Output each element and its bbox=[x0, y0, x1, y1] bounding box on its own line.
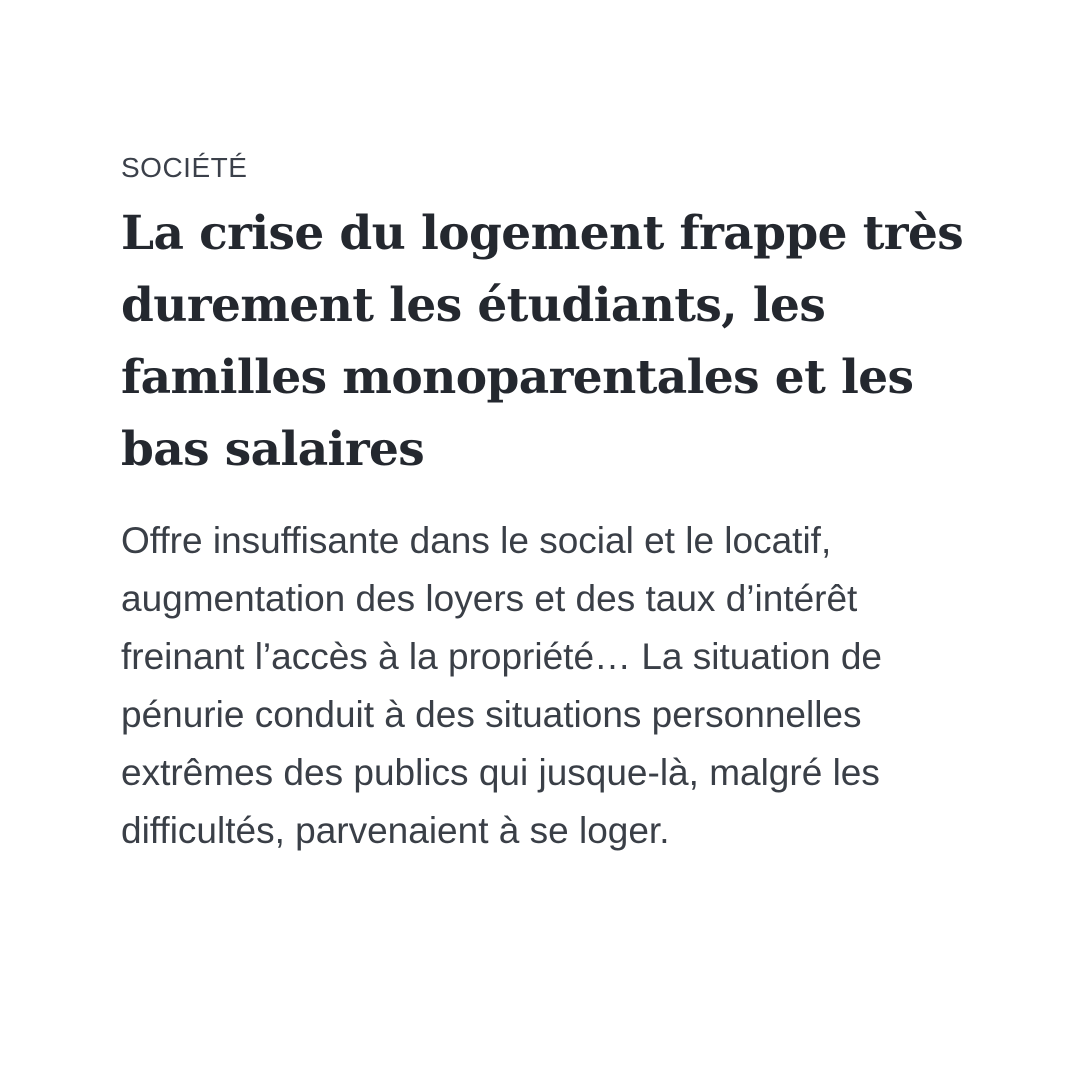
article-summary: Offre insuffisante dans le social et le locatif, augmentation des loyers et des taux d’intérêt freinant l’accès à la propriété… La situation de pénurie conduit à des situations personnelles extrêmes des publics qui jusque-là, malgré les difficultés, parvenaient à se loger. bbox=[121, 520, 882, 851]
article-card bbox=[121, 148, 1001, 860]
article-headline[interactable]: La crise du logement frappe très durement les étudiants, les familles monoparentales et les bas salaires bbox=[121, 206, 964, 477]
section-label[interactable]: SOCIÉTÉ bbox=[121, 152, 248, 183]
